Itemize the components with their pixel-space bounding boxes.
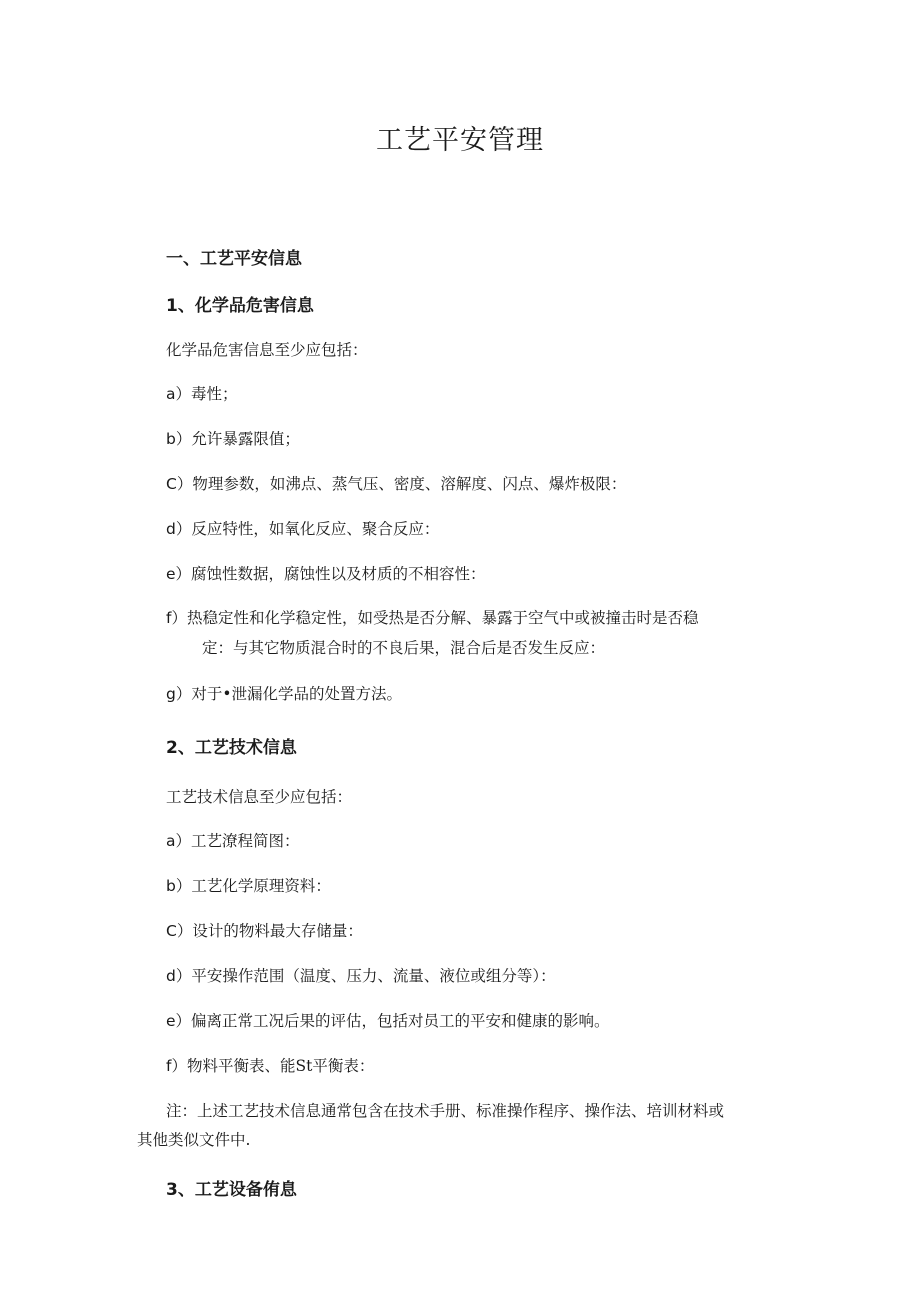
list-item-label: b） xyxy=(166,430,192,448)
list-item xyxy=(166,472,626,494)
list-item-text: 工艺潦程简图： xyxy=(191,832,300,850)
section-heading-1: 一、工艺平安信息 xyxy=(166,249,302,269)
list-item-label: C） xyxy=(166,475,193,493)
list-item-label: f） xyxy=(166,1057,187,1075)
list-item-text: 毒性； xyxy=(191,385,238,403)
list-item-text: 热稳定性和化学稳定性，如受热是否分解、暴露于空气中或被撞击时是否稳 xyxy=(186,609,699,627)
list-item-label: a） xyxy=(166,832,191,850)
list-item xyxy=(166,1009,610,1031)
list-item xyxy=(166,964,556,986)
list-item-label: a） xyxy=(166,385,191,403)
list-item xyxy=(166,427,300,449)
list-item-text: 允许暴露限值； xyxy=(191,430,300,448)
list-item-text: 物料平衡表、能St平衡表： xyxy=(186,1057,375,1075)
note-line-2: 其他类似文件中. xyxy=(137,1131,251,1149)
list-item-text: 物理参数，如沸点、蒸气压、密度、溶解度、闪点、爆炸极限： xyxy=(192,475,627,493)
list-item xyxy=(166,606,698,628)
list-item-label: f） xyxy=(166,609,187,627)
list-item xyxy=(166,562,486,584)
chemical-hazards-intro: 化学品危害信息至少应包括： xyxy=(166,341,368,359)
list-item-label: g） xyxy=(166,685,192,703)
document-title: 工艺平安管理 xyxy=(376,125,544,156)
list-item xyxy=(166,874,331,896)
list-item-label: d） xyxy=(166,520,192,538)
list-item-text: 平安操作范围（温度、压力、流量、液位或组分等）： xyxy=(191,967,556,985)
list-item xyxy=(166,682,402,704)
list-item-text: 腐蚀性数据，腐蚀性以及材质的不相容性： xyxy=(191,565,486,583)
list-item-label: b） xyxy=(166,877,192,895)
list-item-continuation: 定：与其它物质混合时的不良后果，混合后是否发生反应： xyxy=(202,639,606,657)
list-item-label: d） xyxy=(166,967,192,985)
list-item xyxy=(166,517,439,539)
list-item xyxy=(166,829,300,851)
list-item-label: C） xyxy=(166,922,193,940)
list-item-text: 反应特性，如氧化反应、聚合反应： xyxy=(191,520,440,538)
list-item xyxy=(166,919,363,941)
subsection-heading-chemical-hazards: 1、化学品危害信息 xyxy=(166,296,314,316)
process-technology-intro: 工艺技术信息至少应包括： xyxy=(166,788,353,806)
list-item-label: e） xyxy=(166,565,192,583)
subsection-heading-process-equipment: 3、工艺设备侑息 xyxy=(166,1180,297,1200)
list-item-text: 设计的物料最大存储量： xyxy=(192,922,363,940)
list-item-text: 偏离正常工况后果的评估，包括对员工的平安和健康的影响。 xyxy=(191,1012,610,1030)
list-item xyxy=(166,1054,374,1076)
list-item-text: 对于•泄漏化学品的处置方法。 xyxy=(191,685,402,703)
list-item-label: e） xyxy=(166,1012,192,1030)
note-line-1: 注：上述工艺技术信息通常包含在技术手册、标准操作程序、操作法、培训材料或 xyxy=(166,1102,725,1120)
subsection-heading-process-technology: 2、工艺技术信息 xyxy=(166,738,297,758)
list-item-text: 工艺化学原理资料： xyxy=(191,877,331,895)
list-item xyxy=(166,382,238,404)
